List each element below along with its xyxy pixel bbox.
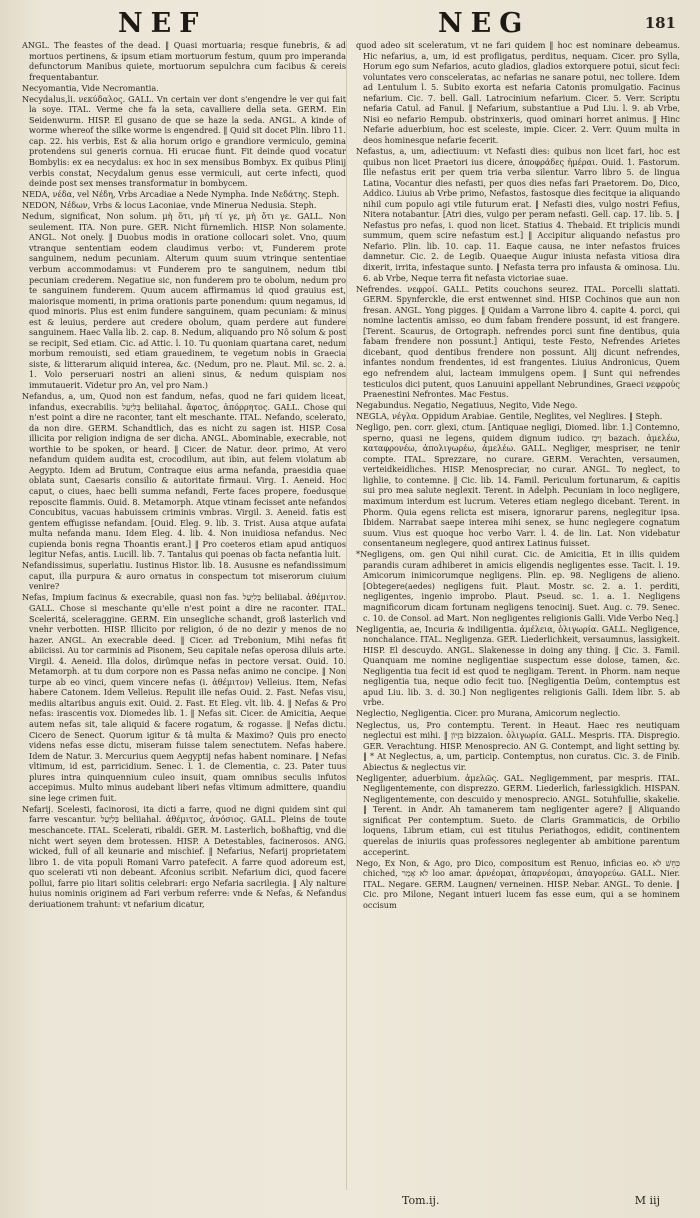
page-number: 181 — [644, 14, 676, 32]
page-footer — [22, 1194, 680, 1210]
dictionary-entry: NEGLA, νέγλα. Oppidum Arabiae. Gentile, Neglites, vel Neglires. ‖ Steph. — [356, 411, 663, 422]
signature-mark: Tom.ij. — [402, 1194, 440, 1207]
dictionary-entry: Nefarij. Scelesti, facinorosi, ita dicti a farre, quod ne digni quidem sint qui farre vescantur. בְּלִיַּעַל beliiahal. ἀθέμιτος, ἀνόσιος. GALL. Pleins de toute meschancete. ITAL. Scelerati, ribaldi. GER. M. Lasterlich, boßhaftig, vnd die nicht wert seyen dem brotessen. HISP. A Detestables, facinerosos. ANG. wicked, full of all keunarie and mischief. ‖ Nefarius, Nefarij proprietatem libro 1. de vita populi Romani Varro patefecit. A farre quod adoreum est, quo scelerati vti non debeant. Afconius scribit. Nefarium dici, quod facere pollui, farre pio litari solitis celebrari: ergo Nefaria sacrilegia. ‖ Aly nalture huius nominis originem ad Fari verbum referre: vnde & Nefas, & Nefandus deriuationem trahunt: vt nefarium dicatur, — [22, 803, 346, 909]
dictionary-entry: ANGL. The feastes of the dead. ‖ Quasi mortuaria; resque funebris, & ad mortuos pertinens, & ipsum etiam mortuorum festum, quum pro imperanda defunctorum Manibus quiete, mortuorum sepulchra cum facibus & cereis frequentabantur. — [22, 40, 346, 82]
dictionary-entry: quod adeo sit sceleratum, vt ne fari quidem ‖ hoc est nominare debeamus. Hic nefarius, a, um, id est profligatus, perditus, nequam. Cicer. pro Sylla, Horum ego sum Nefarios, acuto gladios, gladios extorquere potui, sicut feci: voluntates vero consceleratas, ac nefarias ne sanare potui, nec tollere. Idem ad Lentulum l. 5. Subito exorta est nefaria Catonis promulgatio. Facinus nefarium. Cic. 7. bell. Gall. Latrocinium nefarium. Cicer. 5. Verr. Scriptu nefaria Catul. ad Fanul. ‖ Nefarium, substantiue a Pud Liu. l. 9. ab Vrbe, Nisi eo nefario Rempub. obstrinxeris, quod ominari horret animus. ‖ Hinc Nefarie aduerbium, hoc est sceleste, impie. Cicer. 2. Verr. Quum multa in deos hominesque nefarie fecerit. — [356, 40, 680, 145]
left-column — [22, 40, 346, 1190]
dictionary-entry: Negligentia, ae, Incuria & indiligentia. ἀμέλεια, ὀλιγωρία. GALL. Negligence, nonchalance. ITAL. Negligenza. GER. Liederlichkeit, versaumnus, lassigkeit. HISP. El descuydo. ANGL. Slakenesse in doing any thing. ‖ Cic. 3. Famil. Quanquam me nomine negligentiae suspectum esse dolose, tamen, &c. Negligentia tua fecit id est quod te negligam. Terent. in Phorm. nam neque negligentia tua, neque odio fecit tuo. [Negligentia Deûm, contemptus est apud Liu. lib. 3. d. 30.] Non negligentes religionis Galli. Idem libr. 5. ab vrbe. — [356, 623, 680, 708]
dictionary-entry: NEDON, Νέδων, Vrbs & locus Laconiae, vnde Minerua Nedusia. Steph. — [22, 200, 317, 211]
right-column — [356, 40, 680, 1190]
running-head-left: NEF — [118, 8, 207, 39]
catchword: M iij — [634, 1194, 660, 1207]
dictionary-entry: Nefrendes. νεφροί. GALL. Petits couchons seurez. ITAL. Porcelli slattati. GERM. Spynferckle, die erst entwennet sind. HISP. Cochinos que aun non fresan. ANGL. Yong pigges. ‖ Quidam a Varrone libro 4. capite 4. porci, qui nomine lactentis amisso, eo dum fabam frendere possunt, id est frangere. [Terent. Scaurus, de Ortograph. nefrendes porci sunt fine dentibus, quia fabam frendere non possunt.] Antiqui, teste Festo, Nefrendes Arietes dicebant, quod dentibus frendere non possunt. Alij dicunt nefrendes, infantes nondum frendentes, id est frangentes. Liuius Andronicus, Quem ego nefrendem alui, lacteam immulgens opem. ‖ Sunt qui nefrendes testiculos dici putent, quos Lanuuini appellant Nebrundines, Graeci νεφροὺς Praenestini Nefrontes. Mac Festus. — [356, 283, 680, 400]
dictionary-entry: Nefastus, a, um, adiectiuum: vt Nefasti dies: quibus non licet fari, hoc est quibus non licet Praetori ius dicere, ἀποφράδες ἡμέραι. Ouid. 1. Fastorum. Ille nefastus erit per quem tria verba silentur. Varro libro 5. de lingua Latina, Vocantur dies nefasti, per quos dies nefas fari Praetorem. Do, Dico, Addico. Liuius ab Vrbe primo, Nefastos, fastosque dies fecitque ia aliquando nihil cum populo agi vtile futurum erat. ‖ Nefasti dies, vulgo nostri Fefius, Nitera notabantur. [Atri dies, vulgo per peram nefasti. Gell. cap. 17. lib. 5. ‖ Nefastus pro nefas, i. quod non licet. Statius 4. Thebaid. Et triplicis mundi summum, quem scire nefastum est.] ‖ Accipitur aliquando nefastus pro Nefario. Plin. lib. 10. cap. 11. Eaque causa, ne inter nefastos fruices damnetur. Cic. 2. de Legib. Quaeque Augur iniusta nefasta vitiosa dira dixerit, irrita, infestaque sunto. ‖ Nefasta terra pro infausta & ominosa. Liu. 6. ab Vrbe, Neque terra fit nefasta victoriae suae. — [356, 145, 680, 283]
dictionary-entry: NEDA, νέδα, vel Νέδη, Vrbs Arcadiae a Nede Nympha. Inde Νεδάτης. Steph. — [22, 189, 340, 200]
dictionary-entry: Neglectio, Negligentia. Cicer. pro Murana, Amicorum neglectio. — [356, 708, 621, 719]
running-head-right: NEG — [438, 8, 531, 39]
dictionary-entry: Nego, Ex Non, & Ago, pro Dico, compositum est Renuo, inficias eo. כִּחֵשׁ לֹא chiched, לֹא אָמַר loo amar. ἀρνέομαι, ἀπαρνέομαι, ἀπαγορεύω. GALL. Nier. ITAL. Negare. GERM. Laugnen/ verneinen. HISP. Nebar. ANGL. To denie. ‖ Cic. pro Milone, Negant intueri lucem fas esse eum, qui a se hominem occisum — [356, 857, 680, 910]
text-columns — [22, 40, 680, 1190]
dictionary-entry: Negligenter, aduerbium. ἀμελῶς. GAL. Negligemment, par mespris. ITAL. Negligentemente, con disprezzo. GERM. Liederlich, farlessigklich. HISPAN. Negligentemente, con descuido y menosprecio. ANGL. Sotuhfullie, skakelie. ‖ Terent. in Andr. Ah tamanerem tam negligenter agere? ‖ Aliquando significat Per contemptum. Sueto. de Claris Grammaticis, de Orbilio loquens, Librum etiam, cui est titulus Periathogos, edidit, continentem querelas de iniuriis quas professores neglegenter ab ambitione parentum acceperint. — [356, 772, 680, 857]
dictionary-entry: Necydalus,li. νεκύδαλος. GALL. Vn certain ver dont s'engendre le ver qui fait la soye. ITAL. Verme che fa la seta, cavalliere della seta. GERM. Ein Seidenwurm. HISP. El gusano de que se haze la seda. ANGL. A kinde of worme whereof the silke worme is engendred. ‖ Quid sit docet Plin. libro 11. cap. 22. his verbis, Est & alia horum origo e grandiore vermiculo, gemina protendens sui generis cornua. Hi erucae fiunt. Fit deinde quod vocatur Bombylis: ex ea necydalus: ex hoc in sex mensibus Bombyx. Ex quibus Plinij verbis constat, Necydalum genus esse vermiculi, aut certe infecti, quod deinde post sex menses transformatur in bombycem. — [22, 93, 346, 189]
page-header — [22, 8, 680, 42]
dictionary-entry: *Negligens, om. gen Qui nihil curat. Cic. de Amicitia, Et in illis quidem parandis curam adhiberet in amicis eligendis negligentes esse. Tacit. l. 19. Amicorum inimicorumque negligens. Plin. ep. 98. Negligens de alieno. [Obtegere(aedes) negligens fuit. Plaut. Mostr. sc. 2. a. 1. perditi, negligentes, ingenio improbo. Plaut. Pseud. sc. 1. a. 1. Negligens magnificorum dicam fortunam negligens tenocinij. Suet. Aug. c. 79. Senec. c. 10. de Consol. ad Mart. Non negligentes religionis Galli. Vide Verbo Neq.] — [356, 549, 680, 623]
dictionary-entry: Nefas, Impium facinus & execrabile, quasi non fas. בְּלִיַּעַל beliiabal. ἀθέμιτον. GALL. Chose si meschante qu'elle n'est point a dire ne raconter. ITAL. Sceleritá, sceleraggine. GERM. Ein unsegliche schandt, groß lasterlich vnd vnehr verbotten. HISP. Illicito por religion, ó de no dezir y menos de no hazer. ANGL. An execrable deed. ‖ Cicer. ad Trebonium, Mihi nefas fit abiicissi. Au tor carminis ad Pisonem, Seu capitale nefas operosa diluis arte. Virgil. 4. Aeneid. Illa dolos, dirûmque nefas in pectore versat. Ouid. 10. Metamorph. at tu dum corpore non es Passa nefas animo ne concipe. ‖ Non turpe ab eo vinci, quem vincere nefas (i. ἀθέμιτον) Velleius. Item, Nefas habere Catonem. Idem Velleius. Repulit ille nefas Ouid. 2. Fast. Nefas visu, mediis altaribus anguis exit. Ouid. 2. Fast. Et Eleg. vlt. lib. 4. ‖ Nefas & Pro nefas: irascentis vox. Diomedes lib. 1. ‖ Nefas sit. Cicer. de Amicitia, Aeque autem nefas sit, tale aliquid & facere rogatum, & rogasse. ‖ Nefas dictu. Cicero de Senect. Quorum igitur & tâ multa & Maximo? Quis pro enecto videns nefas esse dictu, miseram fuisse talem senectutem. Nefas habere. Idem de Natur. 3. Mercurius quem Aegyptij nefas habent nominare. ‖ Nefas vltimum, id est, parricidium. Senec. l. 1. de Clementia, c. 23. Pater tuus plures intra quinquennium culeo insuit, quam omnibus seculis infutos accepimus. Multo minus audebant liberi nefas vltimum admittere, quandiu sine lege crimen fuit. — [22, 592, 346, 803]
dictionary-entry: Negabundus. Negatio, Negatiuus, Negito, Vide Nego. — [356, 400, 578, 411]
dictionary-entry: Negligo, pen. corr. glexi, ctum. [Antiquae negligi, Diomed. libr. 1.] Contemno, sperno, quasi ne legens, quidem dignum iudico. וַיִּבֶז bazach. ἀμελέω, καταφρονέω, ἀπολιγωρέω, ἀμελέω. GALL. Negliger, mespriser, ne tenir compte. ITAL. Sprezzare, no curare. GERM. Verachten, versaumen, verteidkeidliches. HISP. Menospreciar, no curar. ANGL. To neglect, to lighlie, to contemne. ‖ Cic. lib. 14. Famil. Periculum fortunarum, & capitis sui pro mea salute neglexit. Terent. in Adelph. Pecuniam in loco negligere, maximum interdum est lucrum. Veteres etiam neglego dicebant. Terent. in Phorm. Quia egens relicta est misera, ignorarur parens, neglegitur ipsa. Ibidem. Narrabat saepe interea mihi senex, se hunc neglegere cognatum suum. Vius est quoque hoc verbo Varr. l. 4. de lin. Lat. Non videbatur consentaneum neglegere, quod antirex Latinus fuisset. — [356, 422, 680, 549]
dictionary-entry: Neglectus, us, Pro contemptu. Terent. in Heaut. Haec res neutiquam neglectui est mihi. ‖ בִּזָּיוֹן bizzaion. ὀλιγωρία. GALL. Mespris. ITA. Dispregio. GER. Verachtung. HISP. Menosprecio. AN G. Contempt, and light setting by. ‖ * At Neglectus, a, um, particip. Contemptus, non curatus. Cic. 3. de Finib. Abiectus & neglectus vir. — [356, 719, 680, 772]
dictionary-entry: Nefandissimus, superlatiu. Iustinus Histor. lib. 18. Aususne es nefandissimum caput, illa purpura & auro ornatus in conspectum tot miserorum ciuium venire? — [22, 560, 346, 592]
dictionary-entry: Necyomantia, Vide Necromantia. — [22, 82, 159, 93]
dictionary-entry: Nefandus, a, um, Quod non est fandum, nefas, quod ne fari quidem liceat, infandus, execrabilis. בְּלִיַּעַל beliiahal. ἄφατος, ἀπόρρητος. GALL. Chose qui n'est point a dire ne raconter, tant elt meschante. ITAL. Nefando, scelerato, da non dire. GERM. Schandtlich, das es nicht zu sagen ist. HISP. Cosa illicita por religion indigna de ser dicha. ANGL. Abominable, execrable, not worthie to be spoken, or heard. ‖ Cicer. de Natur. deor. primo, At vero nefandum quidem audita est, crocodilum, aut ibin, aut felem violatum ab Aegypto. Idem ad Brutum, Contraque eius arma nefanda, praesidia quae oblata sunt, Caesaris consilio & autoritate firmaui. Virg. 1. Aeneid. Hoc caput, o ciues, haec belli summa nefandi, Ferte faces propere, foedusque reposcite flammis. Ouid. 8. Metamorph. Atque vtinam fecisset ante nefandos Concubitus, vacuas habuissem criminis vmbras. Virgil. 3. Aeneid. fatis est gentem effugisse nefandam. [Ouid. Eleg. 9. lib. 3. Trist. Ausa atque aufata multa nefanda manu. Idem Eleg. 4. lib. 4. Non inuidiosa nefandus. Nec cupienda bonis regna Thoantis erant.] ‖ Pro coeteros etiam apud antiquos legitur Nefas, antis. Lucill. lib. 7. Tantalus qui poenas ob facta nefantia luit. — [22, 391, 346, 560]
dictionary-entry: Nedum, significat, Non solum. μὴ ὅτι, μὴ τί γε, μὴ ὅτι γε. GALL. Non seulement. ITA. Non pure. GER. Nicht fürnemlich. HISP. Non solamente. ANGL. Not onely. ‖ Duobus modis in oratione collocari solet. Vno, quum vtranque sententiam eodem claudimus verbo: vt, Funderem prote sanguinem, nedum pecuniam. Alterum quum suum vtrinque sententiae verbum accommodamus: vt Funderem pro te sanguinem, nedum tibi pecuniam crederem. Negatiue sic, non funderem pro te obolum, nedum pro te sanguinem funderem. Quum aucem affirmamus id quod grauius est, maiorisque momenti, in prima orationis parte ponendum: quum negamus, id quod minoris. Plus est enim fundere sanguinem, quam pecuniam: & minus est & leuius, perdere aut credere obolum, quam perdere aut fundere sanguinem. Haec Valla lib. 2. cap. 8. Nedum, aliquando pro Nô solum & post se recipit, Sed etiam. Cic. ad Attic. l. 10. Tu quoniam quartana caret, nedum morbum remouisti, sed etiam grauedinem, te vegetum nobis in Graecia siste, & litterarum aliquid interea, &c. (Nedum, pro ne. Plaut. Mil. sc. 2. a. 1. Volo perseruari nostri an alieni sinus, & nedum quispiam nos immutauerit. Videtur pro An, vel pro Nam.) — [22, 211, 346, 390]
